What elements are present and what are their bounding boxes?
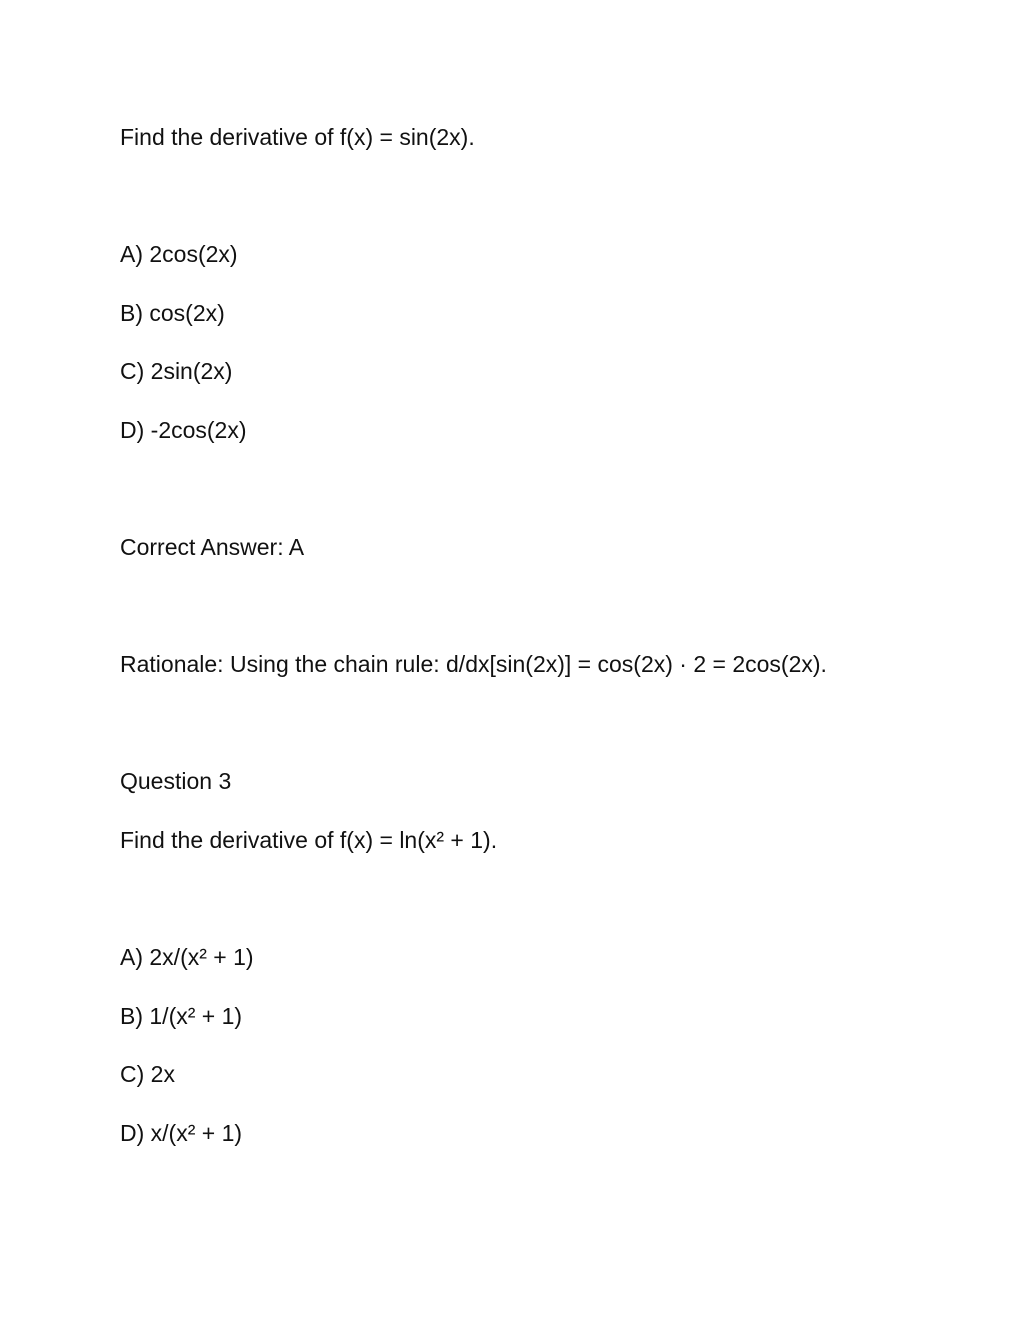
- answer-option-c: C) 2x: [120, 1061, 175, 1087]
- question-heading: Question 3: [120, 768, 232, 794]
- correct-answer: Correct Answer: A: [120, 534, 305, 560]
- rationale: Rationale: Using the chain rule: d/dx[sin(2x)] = cos(2x) · 2 = 2cos(2x).: [120, 651, 827, 677]
- answer-option-d: D) x/(x² + 1): [120, 1120, 243, 1146]
- answer-option-c: C) 2sin(2x): [120, 358, 233, 384]
- question-prompt: Find the derivative of f(x) = ln(x² + 1).: [120, 827, 498, 853]
- answer-option-d: D) -2cos(2x): [120, 417, 247, 443]
- answer-option-b: B) 1/(x² + 1): [120, 1003, 243, 1029]
- answer-option-a: A) 2cos(2x): [120, 241, 238, 267]
- question-prompt: Find the derivative of f(x) = sin(2x).: [120, 124, 475, 150]
- answer-option-a: A) 2x/(x² + 1): [120, 944, 254, 970]
- answer-option-b: B) cos(2x): [120, 300, 225, 326]
